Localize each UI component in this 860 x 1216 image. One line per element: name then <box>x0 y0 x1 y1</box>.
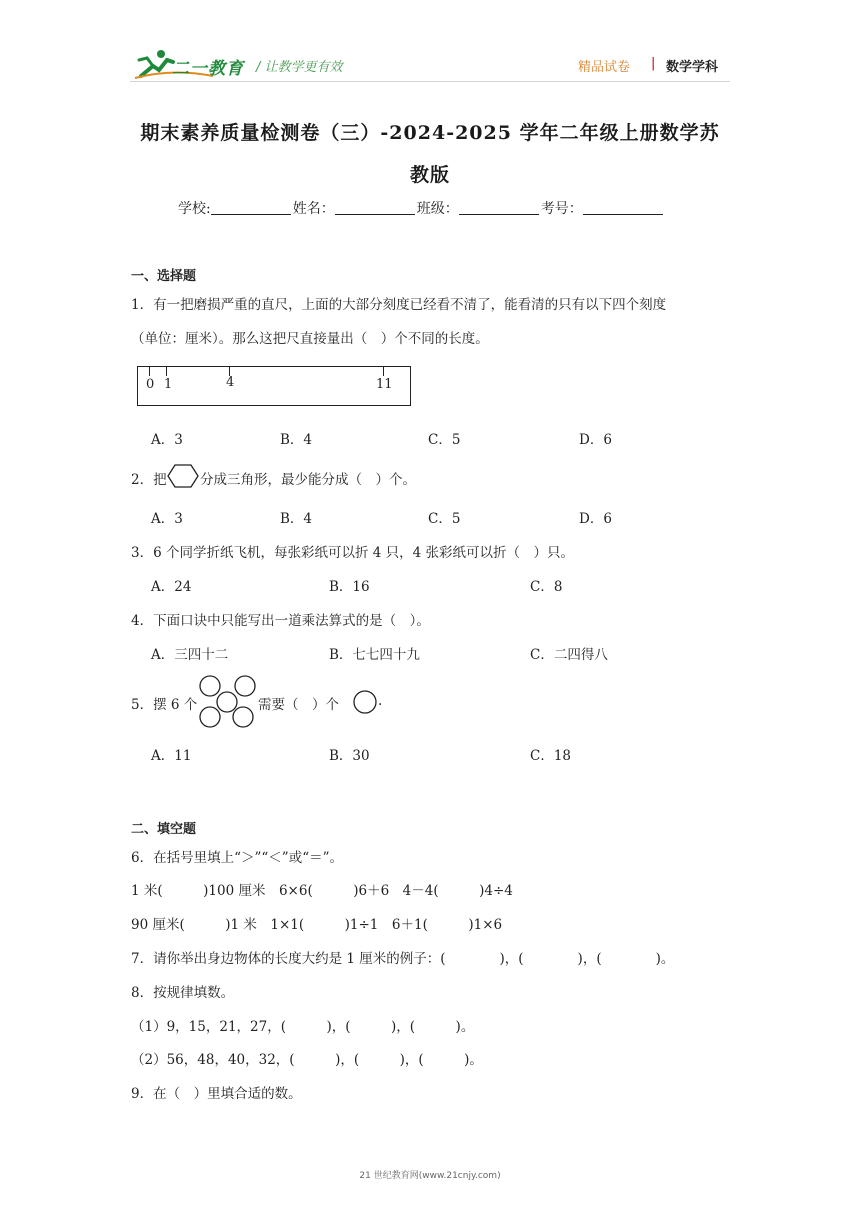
logo-text: 二一教育 <box>172 59 244 79</box>
section-heading-choice: 一、选择题 <box>131 269 197 284</box>
q1-option-a[interactable]: A．3 <box>151 432 183 448</box>
class-label: 班级： <box>416 201 459 217</box>
q5-option-b[interactable]: B．30 <box>329 748 370 764</box>
page-title-line2: 教版 <box>409 164 450 186</box>
circle-icon <box>352 689 378 715</box>
q1-option-d[interactable]: D．6 <box>579 432 612 448</box>
q5-option-a[interactable]: A．11 <box>151 748 192 764</box>
q1-line1: 1．有一把磨损严重的直尺，上面的大部分刻度已经看不清了，能看清的只有以下四个刻度 <box>131 297 667 313</box>
exam-no-blank[interactable] <box>583 200 663 215</box>
q3-text: 3．6 个同学折纸飞机，每张彩纸可以折 4 只，4 张彩纸可以折（ ）只。 <box>131 545 575 561</box>
exam-no-label: 考号： <box>540 201 583 217</box>
premium-tag: 精品试卷 <box>578 60 631 75</box>
q6-row1[interactable]: 1 米( )100 厘米 6×6( )6＋6 4－4( )4÷4 <box>131 883 513 899</box>
q4-text: 4．下面口诀中只能写出一道乘法算式的是（ ）。 <box>131 613 430 629</box>
q5-suffix: . <box>378 693 383 709</box>
q1-option-c[interactable]: C．5 <box>428 432 461 448</box>
subject-tag: 数学学科 <box>666 60 719 75</box>
page-title-line1: 期末素养质量检测卷（三）-2024-2025 学年二年级上册数学苏 <box>140 122 720 144</box>
q2-prefix: 2．把 <box>131 472 167 488</box>
ruler-tick <box>383 367 384 376</box>
ruler-label: 11 <box>376 377 393 392</box>
ruler-tick <box>166 367 167 376</box>
q7-text[interactable]: 7．请你举出身边物体的长度大约是 1 厘米的例子：( )，( )，( )。 <box>131 951 675 967</box>
q3-option-c[interactable]: C．8 <box>530 579 563 595</box>
ruler-label: 1 <box>164 377 173 392</box>
q5-middle: 需要（ ）个 <box>258 697 339 713</box>
name-label: 姓名： <box>292 201 335 217</box>
q3-option-b[interactable]: B．16 <box>329 579 370 595</box>
student-info-line <box>178 198 665 218</box>
hexagon-icon <box>167 464 199 488</box>
q5-option-c[interactable]: C．18 <box>530 748 572 764</box>
q8-part2[interactable]: （2）56，48，40，32，( )，( )，( )。 <box>131 1052 483 1068</box>
school-label: 学校: <box>178 201 211 217</box>
ruler-figure <box>137 366 411 406</box>
q2-option-d[interactable]: D．6 <box>579 511 612 527</box>
q6-row2[interactable]: 90 厘米( )1 米 1×1( )1÷1 6＋1( )1×6 <box>131 917 503 933</box>
section-heading-fill: 二、填空题 <box>131 822 197 837</box>
q2-option-c[interactable]: C．5 <box>428 511 461 527</box>
q2-option-a[interactable]: A．3 <box>151 511 183 527</box>
six-circles-icon <box>196 675 260 729</box>
page-footer: 21 世纪教育网(www.21cnjy.com) <box>359 1171 501 1181</box>
ruler-label: 4 <box>226 375 235 390</box>
ruler-label: 0 <box>146 377 155 392</box>
slogan: / 让教学更有效 <box>256 60 343 75</box>
class-blank[interactable] <box>459 200 539 215</box>
q8-part1[interactable]: （1）9，15，21，27，( )，( )，( )。 <box>131 1019 475 1035</box>
q9-text: 9．在（ ）里填合适的数。 <box>131 1086 302 1102</box>
q2-suffix: 分成三角形，最少能分成（ ）个。 <box>200 472 416 488</box>
school-blank[interactable] <box>211 200 291 215</box>
header-divider <box>130 81 730 82</box>
q4-option-a[interactable]: A．三四十二 <box>151 647 229 663</box>
ruler-tick <box>149 367 150 376</box>
q2-option-b[interactable]: B．4 <box>280 511 313 527</box>
q1-option-b[interactable]: B．4 <box>280 432 313 448</box>
q1-line2: （单位：厘米）。那么这把尺直接量出（ ）个不同的长度。 <box>131 331 489 347</box>
q5-prefix: 5．摆 6 个 <box>131 697 198 713</box>
q8-text: 8．按规律填数。 <box>131 985 235 1001</box>
name-blank[interactable] <box>335 200 415 215</box>
header-separator: | <box>651 56 656 71</box>
q4-option-b[interactable]: B．七七四十九 <box>329 647 420 663</box>
q4-option-c[interactable]: C．二四得八 <box>530 647 608 663</box>
q6-text: 6．在括号里填上“＞”“＜”或“＝”。 <box>131 850 343 866</box>
q3-option-a[interactable]: A．24 <box>151 579 192 595</box>
